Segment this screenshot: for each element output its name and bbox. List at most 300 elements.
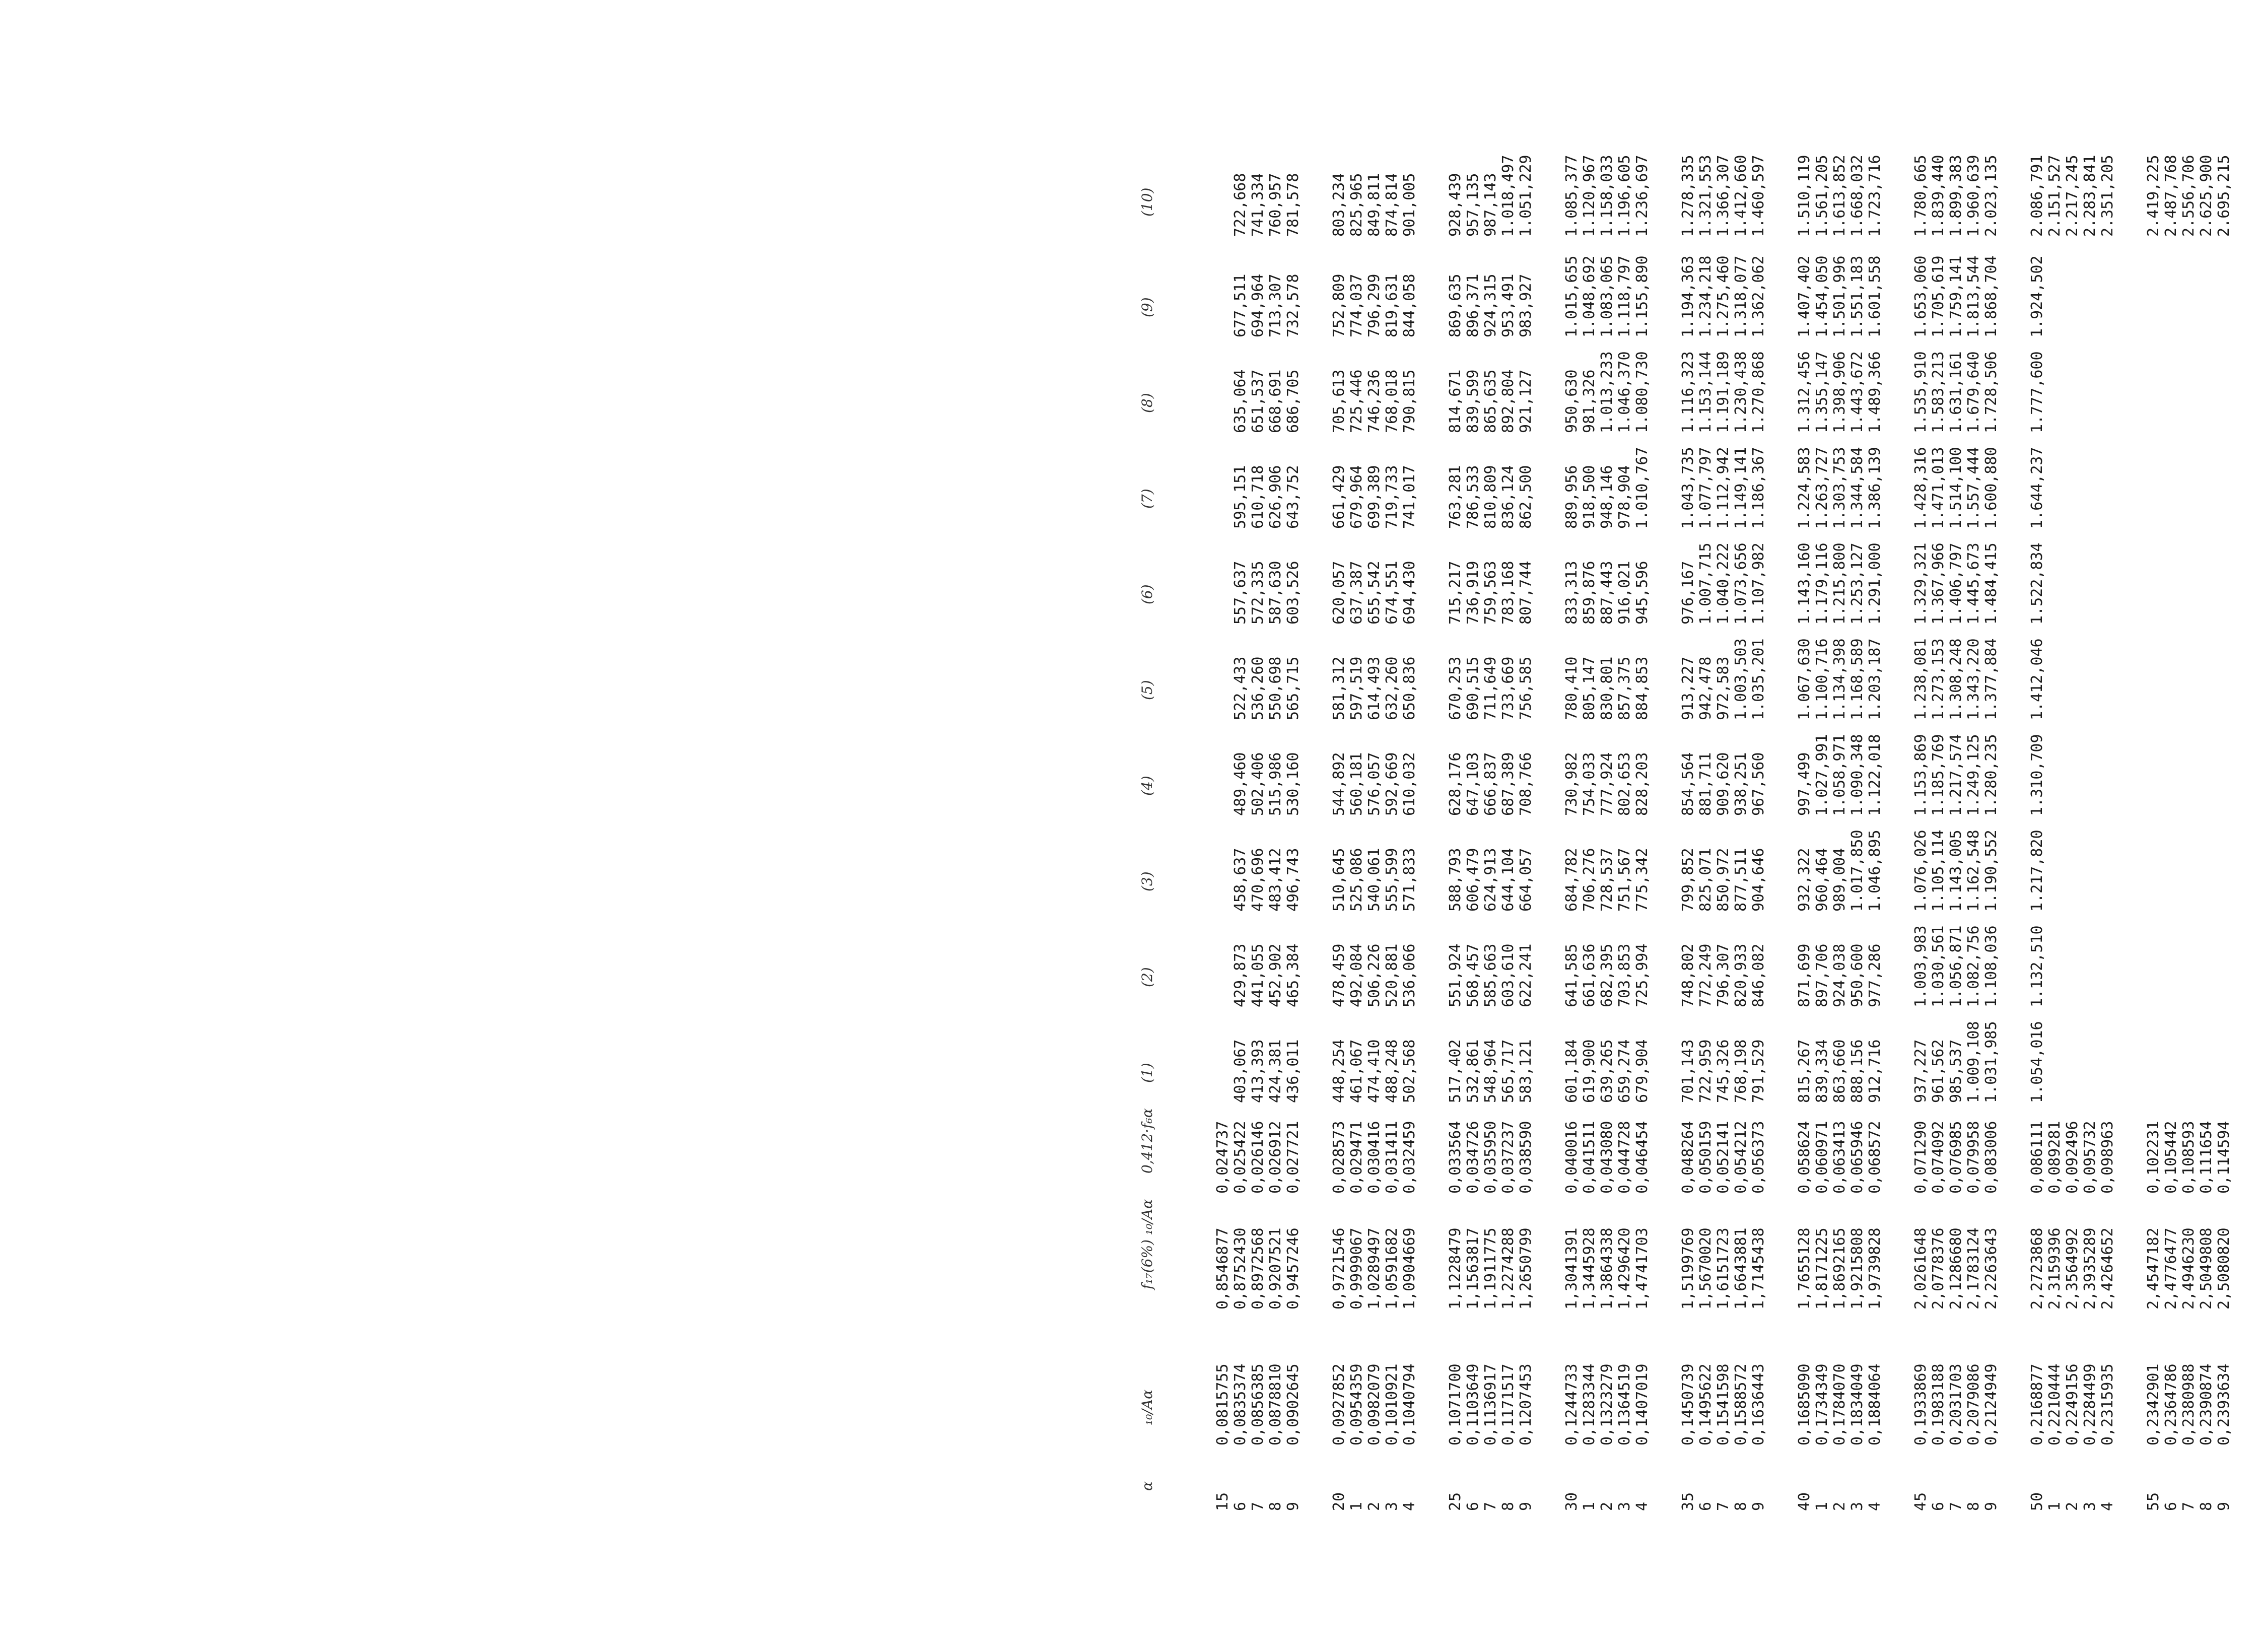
table-cell: 1.412,046 (2028, 638, 2046, 720)
table-cell: 1.723,716 (1866, 155, 1884, 237)
table-cell: 1.631,161 (1947, 351, 1965, 433)
table-cell: 1.056,871 (1947, 925, 1965, 1007)
table-cell: 0,071290 (1912, 1121, 1930, 1194)
table-cell: 1.303,753 (1831, 447, 1848, 529)
table-cell: 0,1834049 (1848, 1363, 1866, 1446)
table-cell: 2.217,245 (2064, 155, 2081, 237)
row-group (2028, 255, 2116, 337)
table-cell: 1.031,985 (1982, 1021, 2000, 1103)
table-cell: 1.321,553 (1697, 155, 1715, 237)
table-cell: 532,861 (1464, 1039, 1482, 1103)
table-cell: 674,551 (1383, 561, 1401, 625)
table-cell: 4 (1633, 1501, 1651, 1511)
table-cell (2180, 830, 2198, 912)
table-cell: 429,873 (1231, 943, 1249, 1007)
table-cell: 614,493 (1365, 656, 1383, 720)
table-cell (2081, 830, 2099, 912)
table-cell: 0,2079086 (1965, 1363, 1982, 1446)
row-group (1447, 925, 1535, 1007)
table-cell: 1.780,665 (1912, 155, 1930, 237)
table-cell: 8 (1267, 1501, 1284, 1511)
table-cell: 3 (1383, 1501, 1401, 1511)
table-cell (2081, 447, 2099, 529)
row-group (1214, 830, 1302, 912)
table-cell: 0,046454 (1633, 1121, 1651, 1194)
table-cell: 0,2390874 (2198, 1363, 2215, 1446)
table-cell (2099, 925, 2116, 1007)
table-cell: 0,9207521 (1267, 1227, 1284, 1310)
table-cell: 0,0815755 (1214, 1363, 1231, 1446)
row-group (2028, 542, 2116, 625)
table-cell: 1.230,438 (1732, 351, 1750, 433)
table-cell (2198, 542, 2215, 625)
row-group (1796, 155, 1884, 237)
row-group (1447, 155, 1535, 237)
table-cell: 1.728,506 (1982, 351, 2000, 433)
row-group (1912, 925, 2000, 1007)
row-group (2145, 1227, 2233, 1310)
table-cell: 711,649 (1482, 656, 1499, 720)
row-group (1330, 1121, 1418, 1194)
column-c6 (1214, 830, 2261, 912)
table-cell: 844,058 (1401, 273, 1418, 337)
row-group (2145, 734, 2233, 816)
table-cell: 35 (1679, 1491, 1697, 1511)
table-cell: 441,055 (1249, 943, 1267, 1007)
table-cell: 1.443,672 (1848, 351, 1866, 433)
table-cell: 807,744 (1517, 561, 1535, 625)
table-cell: 606,479 (1464, 848, 1482, 912)
table-cell: 1.249,125 (1965, 734, 1982, 816)
table-cell: 819,631 (1383, 273, 1401, 337)
table-cell: 40 (1796, 1491, 1813, 1511)
table-cell: 1.484,415 (1982, 542, 2000, 625)
table-cell: 0,1450739 (1679, 1363, 1697, 1446)
table-cell: 976,167 (1679, 561, 1697, 625)
table-cell (2198, 925, 2215, 1007)
table-cell (2180, 638, 2198, 720)
table-cell: 0,1323279 (1598, 1363, 1616, 1446)
row-group (1679, 255, 1767, 337)
table-cell: 937,227 (1912, 1039, 1930, 1103)
row-group (1214, 1227, 1302, 1310)
row-group (1330, 1021, 1418, 1103)
table-cell: 1.428,316 (1912, 447, 1930, 529)
table-cell: 759,563 (1482, 561, 1499, 625)
row-group (1214, 925, 1302, 1007)
table-cell: 884,853 (1633, 656, 1651, 720)
table-cell: 587,630 (1267, 561, 1284, 625)
table-cell: 1.308,248 (1947, 638, 1965, 720)
table-cell: 1,0904669 (1401, 1227, 1418, 1310)
table-cell: 1,6151723 (1715, 1227, 1732, 1310)
table-cell: 732,578 (1284, 273, 1302, 337)
row-group (1330, 830, 1418, 912)
table-cell: 1.679,640 (1965, 351, 1982, 433)
row-group (1796, 351, 1884, 433)
column-c3 (1214, 1121, 2261, 1194)
table-cell: 1.027,991 (1813, 734, 1831, 816)
table-cell: 830,801 (1598, 656, 1616, 720)
table-cell: 637,387 (1348, 561, 1365, 625)
table-cell: 661,636 (1581, 943, 1598, 1007)
table-cell: 972,583 (1715, 656, 1732, 720)
table-cell (2099, 734, 2116, 816)
table-cell: 756,585 (1517, 656, 1535, 720)
row-group (1563, 1363, 1651, 1446)
row-group (1330, 638, 1418, 720)
table-cell (2081, 638, 2099, 720)
row-group (1214, 255, 1302, 337)
table-cell: 4 (2099, 1501, 2116, 1511)
table-cell: 0,0878810 (1267, 1363, 1284, 1446)
table-cell (1214, 351, 1231, 433)
table-cell (2215, 447, 2233, 529)
table-cell: 1.190,552 (1982, 830, 2000, 912)
table-cell: 938,251 (1732, 752, 1750, 816)
row-group (1447, 1492, 1535, 1511)
table-cell: 0,068572 (1866, 1121, 1884, 1194)
table-cell: 0,058624 (1796, 1121, 1813, 1194)
table-cell: 1.960,639 (1965, 155, 1982, 237)
table-cell: 1.238,081 (1912, 638, 1930, 720)
table-cell: 7 (1249, 1501, 1267, 1511)
table-cell: 1.489,366 (1866, 351, 1884, 433)
table-cell: 871,699 (1796, 943, 1813, 1007)
table-cell: 3 (2081, 1501, 2099, 1511)
table-cell: 1.514,100 (1947, 447, 1965, 529)
row-group (1447, 351, 1535, 433)
table-cell: 452,902 (1267, 943, 1284, 1007)
row-group (1679, 1021, 1767, 1103)
table-cell: 2,3564992 (2064, 1227, 2081, 1310)
row-group (2028, 447, 2116, 529)
table-cell: 960,464 (1813, 848, 1831, 912)
table-cell: 0,0954359 (1348, 1363, 1365, 1446)
table-cell: 1.329,321 (1912, 542, 1930, 625)
row-group (1679, 925, 1767, 1007)
table-cell: 2.151,527 (2046, 155, 2064, 237)
table-cell: 510,645 (1330, 848, 1348, 912)
row-group (1563, 734, 1651, 816)
table-cell: 20 (1330, 1491, 1348, 1511)
table-cell: 1.108,036 (1982, 925, 2000, 1007)
table-cell: 950,630 (1563, 369, 1581, 433)
table-cell: 815,267 (1796, 1039, 1813, 1103)
table-cell (2145, 255, 2162, 337)
table-cell: 2,0261648 (1912, 1227, 1930, 1310)
table-cell: 0,2210444 (2046, 1363, 2064, 1446)
row-group (1679, 830, 1767, 912)
table-cell: 0,2380988 (2180, 1363, 2198, 1446)
row-group (1563, 351, 1651, 433)
table-cell: 0,1685090 (1796, 1363, 1813, 1446)
table-cell: 1.132,510 (2028, 925, 2046, 1007)
table-cell: 679,964 (1348, 465, 1365, 529)
column-c7 (1214, 734, 2261, 816)
table-cell: 448,254 (1330, 1039, 1348, 1103)
table-cell (2180, 1021, 2198, 1103)
table-cell: 803,234 (1330, 173, 1348, 237)
column-header-2: f₁₇(6%) ₁₀/Aα (1139, 1199, 1155, 1289)
table-cell: 791,529 (1750, 1039, 1767, 1103)
table-cell: 565,717 (1499, 1039, 1517, 1103)
table-cell: 0,1283344 (1581, 1363, 1598, 1446)
table-cell (2198, 1021, 2215, 1103)
table-cell: 0,111654 (2198, 1121, 2215, 1194)
table-cell: 833,313 (1563, 561, 1581, 625)
table-cell: 888,156 (1848, 1039, 1866, 1103)
table-cell (2046, 1021, 2064, 1103)
row-group (1679, 1492, 1767, 1511)
table-cell: 1.116,323 (1679, 351, 1697, 433)
table-cell (2162, 638, 2180, 720)
row-group (1330, 1227, 1418, 1310)
table-cell: 1.454,050 (1813, 255, 1831, 337)
table-cell: 1.312,456 (1796, 351, 1813, 433)
table-cell: 0,086111 (2028, 1121, 2046, 1194)
table-cell: 682,395 (1598, 943, 1616, 1007)
table-cell: 0,1244733 (1563, 1363, 1581, 1446)
table-cell: 828,203 (1633, 752, 1651, 816)
row-group (1563, 255, 1651, 337)
table-cell: 581,312 (1330, 656, 1348, 720)
table-cell (2099, 351, 2116, 433)
row-group (1214, 351, 1302, 433)
table-cell: 666,837 (1482, 752, 1499, 816)
table-cell: 0,114594 (2215, 1121, 2233, 1194)
table-cell (2145, 542, 2162, 625)
table-cell: 1.253,127 (1848, 542, 1866, 625)
table-cell: 728,537 (1598, 848, 1616, 912)
table-cell: 1.030,561 (1930, 925, 1947, 1007)
table-cell: 0,024737 (1214, 1121, 1231, 1194)
row-group (2028, 1121, 2116, 1194)
table-cell (2215, 542, 2233, 625)
table-cell: 483,412 (1267, 848, 1284, 912)
row-group (2145, 925, 2233, 1007)
row-group (1330, 734, 1418, 816)
table-cell: 1,4296420 (1616, 1227, 1633, 1310)
table-cell: 1.118,797 (1616, 255, 1633, 337)
table-cell: 690,515 (1464, 656, 1482, 720)
row-group (2028, 734, 2116, 816)
column-header-3: 0,412·f₆α (1139, 1108, 1155, 1174)
table-cell (2046, 542, 2064, 625)
table-cell: 1.777,600 (2028, 351, 2046, 433)
table-cell: 1.557,444 (1965, 447, 1982, 529)
table-cell (2046, 734, 2064, 816)
table-cell: 859,876 (1581, 561, 1598, 625)
table-cell: 1.082,756 (1965, 925, 1982, 1007)
table-cell: 684,782 (1563, 848, 1581, 912)
row-group (1912, 1492, 2000, 1511)
table-cell: 1.153,144 (1697, 351, 1715, 433)
table-cell: 585,663 (1482, 943, 1499, 1007)
table-cell (1214, 925, 1231, 1007)
table-cell (2162, 1021, 2180, 1103)
table-cell: 0,031411 (1383, 1121, 1401, 1194)
table-cell: 1.035,201 (1750, 638, 1767, 720)
table-cell: 1.203,187 (1866, 638, 1884, 720)
table-cell: 0,0835374 (1231, 1363, 1249, 1446)
table-cell: 1.007,715 (1697, 542, 1715, 625)
table-cell: 1.003,983 (1912, 925, 1930, 1007)
row-group (1447, 1363, 1535, 1446)
row-group (1214, 542, 1302, 625)
table-cell: 8 (2198, 1501, 2215, 1511)
table-cell: 583,121 (1517, 1039, 1535, 1103)
table-cell (2180, 925, 2198, 1007)
table-cell: 1.196,605 (1616, 155, 1633, 237)
table-cell: 777,924 (1598, 752, 1616, 816)
row-group (1912, 447, 2000, 529)
table-cell: 2,1286680 (1947, 1227, 1965, 1310)
table-cell: 650,836 (1401, 656, 1418, 720)
table-cell: 1.143,160 (1796, 542, 1813, 625)
row-group (1912, 351, 2000, 433)
table-cell: 1.017,850 (1848, 830, 1866, 912)
row-group (2145, 255, 2233, 337)
column-c11 (1214, 351, 2261, 433)
table-cell: 6 (1464, 1501, 1482, 1511)
table-cell: 854,564 (1679, 752, 1697, 816)
table-cell: 0,2393634 (2215, 1363, 2233, 1446)
table-cell: 1.009,108 (1965, 1021, 1982, 1103)
table-cell: 924,315 (1482, 273, 1499, 337)
table-cell: 1.813,544 (1965, 255, 1982, 337)
table-cell (2198, 351, 2215, 433)
table-cell: 748,802 (1679, 943, 1697, 1007)
table-cell: 889,956 (1563, 465, 1581, 529)
table-cell: 1.051,229 (1517, 155, 1535, 237)
table-cell: 725,446 (1348, 369, 1365, 433)
table-cell: 4 (1866, 1501, 1884, 1511)
table-cell (1214, 1021, 1231, 1103)
table-cell: 687,389 (1499, 752, 1517, 816)
table-cell: 1,0591682 (1383, 1227, 1401, 1310)
table-cell: 1,4741703 (1633, 1227, 1651, 1310)
table-cell: 763,281 (1447, 465, 1464, 529)
row-group (2145, 830, 2233, 912)
table-cell: 655,542 (1365, 561, 1383, 625)
table-cell: 1,2650799 (1517, 1227, 1535, 1310)
table-cell: 651,537 (1249, 369, 1267, 433)
table-cell (2099, 1021, 2116, 1103)
table-cell: 2,0778376 (1930, 1227, 1947, 1310)
table-cell: 2.695,215 (2215, 155, 2233, 237)
table-cell: 1.191,189 (1715, 351, 1732, 433)
table-cell: 6 (2162, 1501, 2180, 1511)
table-cell: 0,1933869 (1912, 1363, 1930, 1446)
row-group (1563, 1227, 1651, 1310)
table-cell: 2,4547182 (2145, 1227, 2162, 1310)
table-cell: 985,537 (1947, 1039, 1965, 1103)
row-group (1330, 351, 1418, 433)
table-cell: 741,017 (1401, 465, 1418, 529)
table-cell (2099, 255, 2116, 337)
table-cell (2162, 734, 2180, 816)
table-cell: 571,833 (1401, 848, 1418, 912)
table-cell: 783,168 (1499, 561, 1517, 625)
table-cell: 1.120,967 (1581, 155, 1598, 237)
table-cell: 881,711 (1697, 752, 1715, 816)
column-c9 (1214, 542, 2261, 625)
table-cell (2099, 638, 2116, 720)
table-cell: 850,972 (1715, 848, 1732, 912)
table-cell: 1,6643881 (1732, 1227, 1750, 1310)
table-cell: 458,637 (1231, 848, 1249, 912)
table-cell: 0,079958 (1965, 1121, 1982, 1194)
column-c1 (1214, 1363, 2261, 1446)
table-cell: 1.043,735 (1679, 447, 1697, 529)
table-cell: 0,040016 (1563, 1121, 1581, 1194)
table-cell: 1.015,655 (1563, 255, 1581, 337)
table-cell: 536,066 (1401, 943, 1418, 1007)
table-cell: 0,1588572 (1732, 1363, 1750, 1446)
table-cell: 874,814 (1383, 173, 1401, 237)
table-cell: 722,959 (1697, 1039, 1715, 1103)
table-cell: 647,103 (1464, 752, 1482, 816)
table-cell: 632,260 (1383, 656, 1401, 720)
table-cell: 961,562 (1930, 1039, 1947, 1103)
row-group (2145, 155, 2233, 237)
table-cell: 1.105,114 (1930, 830, 1947, 912)
column-header-5: (2) (1139, 967, 1155, 987)
table-cell: 896,371 (1464, 273, 1482, 337)
table-cell: 1.759,141 (1947, 255, 1965, 337)
row-group (1214, 1121, 1302, 1194)
table-cell (2145, 734, 2162, 816)
row-group (1563, 1492, 1651, 1511)
table-cell: 1,0289497 (1365, 1227, 1383, 1310)
row-group (1796, 925, 1884, 1007)
table-cell: 912,716 (1866, 1039, 1884, 1103)
table-cell (2162, 447, 2180, 529)
table-cell: 957,135 (1464, 173, 1482, 237)
table-cell (2081, 734, 2099, 816)
table-cell: 489,460 (1231, 752, 1249, 816)
table-cell: 981,326 (1581, 369, 1598, 433)
table-cell (2081, 351, 2099, 433)
table-cell: 836,124 (1499, 465, 1517, 529)
table-cell (2064, 447, 2081, 529)
row-group (1912, 1227, 2000, 1310)
table-cell: 0,1136917 (1482, 1363, 1499, 1446)
table-cell: 865,635 (1482, 369, 1499, 433)
table-cell: 603,610 (1499, 943, 1517, 1007)
table-cell: 932,322 (1796, 848, 1813, 912)
table-cell: 901,005 (1401, 173, 1418, 237)
table-cell: 0,038590 (1517, 1121, 1535, 1194)
table-cell: 1.601,558 (1866, 255, 1884, 337)
table-cell: 465,384 (1284, 943, 1302, 1007)
table-cell (2046, 255, 2064, 337)
table-cell: 0,1071700 (1447, 1363, 1464, 1446)
table-cell: 1.162,548 (1965, 830, 1982, 912)
table-cell: 0,1734349 (1813, 1363, 1831, 1446)
row-group (2145, 542, 2233, 625)
table-cell: 1,7145438 (1750, 1227, 1767, 1310)
table-cell: 0,027721 (1284, 1121, 1302, 1194)
row-group (1447, 1121, 1535, 1194)
row-group (1214, 1363, 1302, 1446)
table-cell: 7 (1482, 1501, 1499, 1511)
row-group (1912, 542, 2000, 625)
table-cell: 754,033 (1581, 752, 1598, 816)
table-cell: 1 (2046, 1501, 2064, 1511)
table-cell (1214, 542, 1231, 625)
